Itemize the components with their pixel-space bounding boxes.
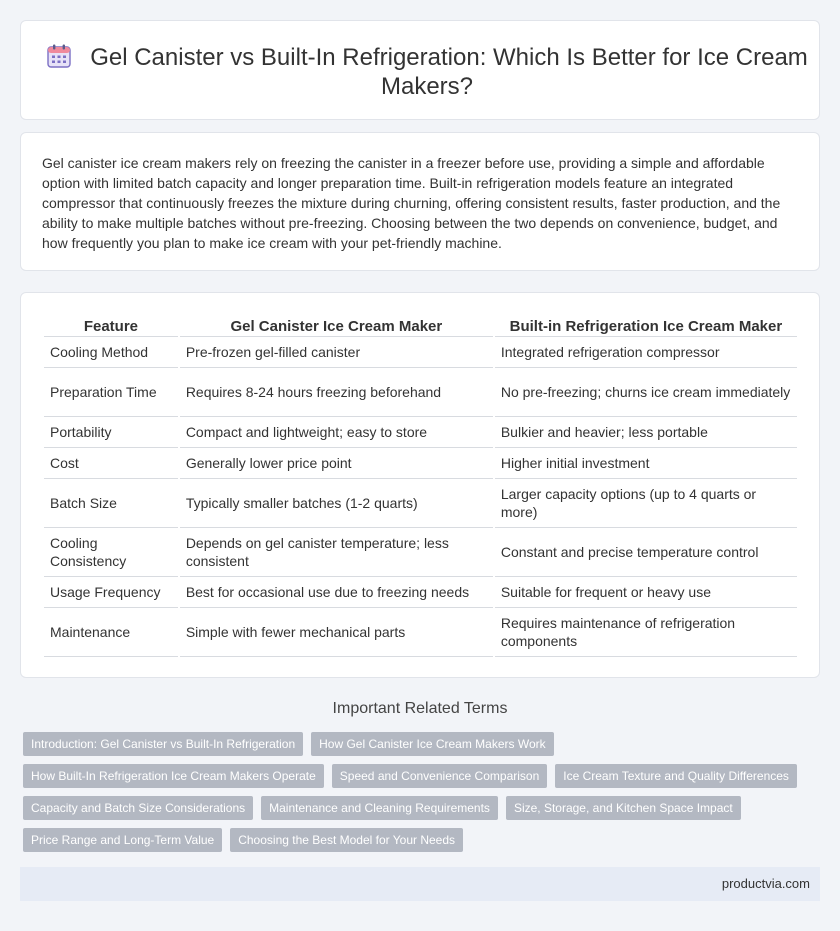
related-term-tag[interactable]: Capacity and Batch Size Considerations	[23, 796, 253, 820]
cell-gel-canister: Compact and lightweight; easy to store	[180, 417, 493, 448]
cell-built-in: Constant and precise temperature control	[495, 528, 797, 577]
cell-built-in: Larger capacity options (up to 4 quarts or more)	[495, 479, 797, 528]
cell-gel-canister: Generally lower price point	[180, 448, 493, 479]
cell-gel-canister: Typically smaller batches (1-2 quarts)	[180, 479, 493, 528]
cell-feature: Cooling Consistency	[44, 528, 178, 577]
tag-row	[23, 732, 813, 756]
comparison-table	[42, 315, 799, 657]
table-row	[44, 528, 797, 577]
cell-gel-canister: Pre-frozen gel-filled canister	[180, 337, 493, 368]
footer-site-link[interactable]: productvia.com	[721, 876, 810, 891]
cell-built-in: Bulkier and heavier; less portable	[495, 417, 797, 448]
related-term-tag[interactable]: Size, Storage, and Kitchen Space Impact	[506, 796, 741, 820]
table-row	[44, 337, 797, 368]
related-term-tag[interactable]: Introduction: Gel Canister vs Built-In Refrigeration	[23, 732, 303, 756]
cell-built-in: Requires maintenance of refrigeration components	[495, 608, 797, 657]
table-header-row	[44, 315, 797, 337]
related-term-tag[interactable]: Choosing the Best Model for Your Needs	[230, 828, 463, 852]
intro-card	[20, 132, 820, 271]
footer	[20, 867, 820, 901]
tag-row	[23, 764, 813, 788]
table-row	[44, 577, 797, 608]
table-row	[44, 448, 797, 479]
cell-feature: Cooling Method	[44, 337, 178, 368]
cell-built-in: Higher initial investment	[495, 448, 797, 479]
cell-gel-canister: Requires 8-24 hours freezing beforehand	[180, 368, 493, 417]
intro-paragraph: Gel canister ice cream makers rely on freezing the canister in a freezer before use, providing a simple and affordable option with limited batch capacity and longer preparation time. Built-in refrigeration models feature an integrated compressor that continuously freezes the mixture during churning, offering consistent results, faster production, and the ability to make multiple batches without pre-freezing. Choosing between the two depends on convenience, budget, and how frequently you plan to make ice cream with your pet-friendly machine.	[42, 155, 781, 251]
header-gel-canister: Gel Canister Ice Cream Maker	[180, 315, 493, 337]
page-title: Gel Canister vs Built-In Refrigeration: Which Is Better for Ice Cream Makers?	[90, 44, 808, 100]
cell-feature: Cost	[44, 448, 178, 479]
related-term-tag[interactable]: Price Range and Long-Term Value	[23, 828, 222, 852]
cell-built-in: Integrated refrigeration compressor	[495, 337, 797, 368]
related-term-tag[interactable]: How Built-In Refrigeration Ice Cream Makers Operate	[23, 764, 324, 788]
table-row	[44, 608, 797, 657]
cell-feature: Preparation Time	[44, 368, 178, 417]
comparison-card	[20, 292, 820, 678]
header-feature: Feature	[44, 315, 178, 337]
related-terms-tags	[23, 732, 813, 860]
table-row	[44, 417, 797, 448]
tag-row	[23, 828, 813, 852]
title-card	[20, 20, 820, 120]
header-built-in: Built-in Refrigeration Ice Cream Maker	[495, 315, 797, 337]
related-term-tag[interactable]: Maintenance and Cleaning Requirements	[261, 796, 498, 820]
cell-feature: Batch Size	[44, 479, 178, 528]
cell-feature: Portability	[44, 417, 178, 448]
cell-gel-canister: Simple with fewer mechanical parts	[180, 608, 493, 657]
cell-feature: Usage Frequency	[44, 577, 178, 608]
cell-gel-canister: Best for occasional use due to freezing needs	[180, 577, 493, 608]
table-row	[44, 368, 797, 417]
cell-built-in: Suitable for frequent or heavy use	[495, 577, 797, 608]
table-row	[44, 479, 797, 528]
related-term-tag[interactable]: Ice Cream Texture and Quality Differences	[555, 764, 797, 788]
related-terms-heading: Important Related Terms	[332, 700, 508, 717]
page-title-wrap	[45, 43, 809, 101]
cell-built-in: No pre-freezing; churns ice cream immediately	[495, 368, 797, 417]
cell-feature: Maintenance	[44, 608, 178, 657]
calendar-grid-icon	[46, 43, 72, 69]
related-term-tag[interactable]: Speed and Convenience Comparison	[332, 764, 547, 788]
related-term-tag[interactable]: How Gel Canister Ice Cream Makers Work	[311, 732, 554, 756]
cell-gel-canister: Depends on gel canister temperature; less consistent	[180, 528, 493, 577]
tag-row	[23, 796, 813, 820]
